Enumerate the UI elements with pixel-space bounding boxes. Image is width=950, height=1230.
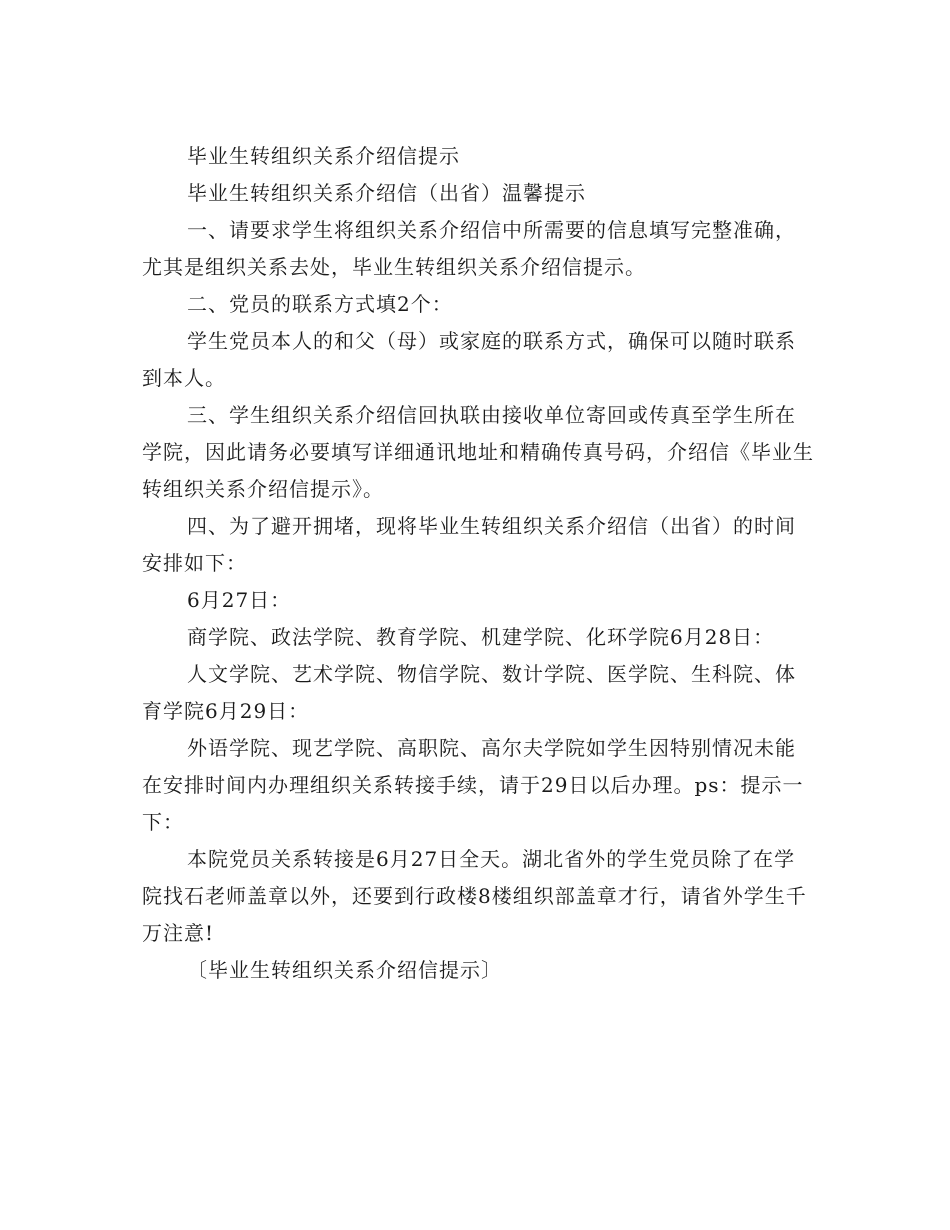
document-subtitle: 毕业生转组织关系介绍信（出省）温馨提示 [187,181,586,205]
paragraph-date-27: 6月27日： [187,588,292,612]
paragraph-receipt: 三、学生组织关系介绍信回执联由接收单位寄回或传真至学生所在学院，因此请务必要填写详细通讯地址和精确传真号码，介绍信《毕业生转组织关系介绍信提示》。 [142,403,814,501]
document-title: 毕业生转组织关系介绍信提示 [187,144,460,168]
paragraph-colleges-27: 商学院、政法学院、教育学院、机建学院、化环学院6月28日： [187,625,775,649]
paragraph-closing-title: 〔毕业生转组织关系介绍信提示〕 [187,958,502,982]
paragraph-colleges-28: 人文学院、艺术学院、物信学院、数计学院、医学院、生科院、体育学院6月29日： [142,662,796,723]
paragraph-colleges-29: 外语学院、现艺学院、高职院、高尔夫学院如学生因特别情况未能在安排时间内办理组织关系转接手续，请于29日以后办理。ps：提示一下： [142,736,804,834]
paragraph-schedule-intro: 四、为了避开拥堵，现将毕业生转组织关系介绍信（出省）的时间安排如下： [142,514,796,575]
paragraph-notice: 本院党员关系转接是6月27日全天。湖北省外的学生党员除了在学院找石老师盖章以外，还要到行政楼8楼组织部盖章才行，请省外学生千万注意! [142,847,807,945]
paragraph-contact-detail: 学生党员本人的和父（母）或家庭的联系方式，确保可以随时联系到本人。 [142,329,796,390]
document-body [142,138,814,989]
paragraph-contact-count: 二、党员的联系方式填2个： [187,292,453,316]
paragraph-requirements: 一、请要求学生将组织关系介绍信中所需要的信息填写完整准确，尤其是组织关系去处，毕业生转组织关系介绍信提示。 [142,218,796,279]
